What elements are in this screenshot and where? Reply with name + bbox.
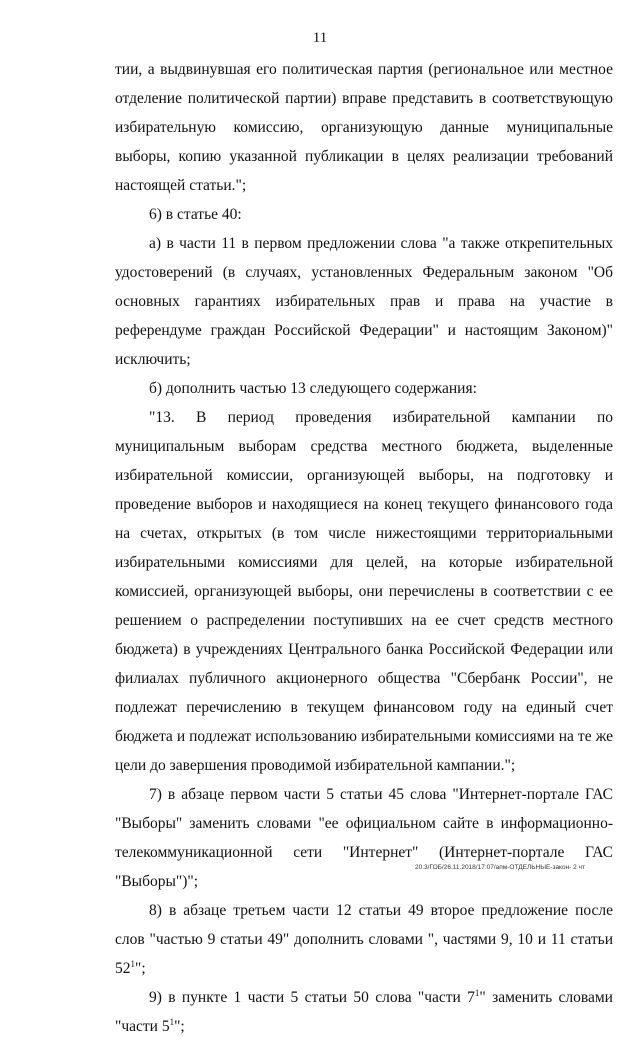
document-footer-code: 20.3/ГОБ/26.11.2018/17:07/апм-ОТДЕЛЬНЫЕ-закон- 2 чт bbox=[415, 864, 585, 871]
paragraph-item-6a: а) в части 11 в первом предложении слова "а также открепительных удостоверений (в случаях, установленных Федеральным законом "Об основных гарантиях избирательных прав и права на участие в референдуме граждан Российской Федерации" и настоящим Законом)" исключить; bbox=[115, 235, 613, 368]
item-8-superscript: 1 bbox=[130, 958, 135, 969]
paragraph-item-9 bbox=[115, 983, 613, 1041]
item-9-text-middle: " заменить словами "части 5 bbox=[115, 989, 613, 1035]
paragraph-continuation: тии, а выдвинувшая его политическая партия (региональное или местное отделение политической партии) вправе представить в соответствующую избирательную комиссию, организующую данные муниципальные выборы, копию указанной публикации в целях реализации требований настоящей статьи."; bbox=[115, 61, 613, 194]
item-9-superscript-b: 1 bbox=[169, 1016, 175, 1027]
paragraph-item-6: 6) в статье 40: bbox=[149, 206, 242, 223]
paragraph-item-8 bbox=[115, 896, 613, 983]
item-9-text: 9) в пункте 1 части 5 статьи 50 слова "части 7 bbox=[149, 989, 475, 1006]
paragraph-item-6b: б) дополнить частью 13 следующего содержания: bbox=[149, 380, 477, 397]
item-8-text-end: "; bbox=[135, 960, 146, 977]
item-8-text: 8) в абзаце третьем части 12 статьи 49 второе предложение после слов "частью 9 статьи 49" дополнить словами ", частями 9, 10 и 11 статьи 52 bbox=[115, 902, 613, 977]
item-9-text-end: "; bbox=[174, 1018, 185, 1035]
document-body bbox=[115, 55, 613, 1041]
paragraph-part-13: "13. В период проведения избирательной кампании по муниципальным выборам средства местного бюджета, выделенные избирательной комиссии, организующей выборы, на подготовку и проведение выборов и находящиеся на конец текущего финансового года на счетах, открытых (в том числе нижестоящими территориальными избирательными комиссиями для целей, на которые избирательной комиссией, организующей выборы, они перечислены в соответствии с ее решением о распределении поступивших на ее счет средств местного бюджета) в учреждениях Центрального банка Российской Федерации или филиалах публичного акционерного общества "Сбербанк России", не подлежат перечислению в текущем финансовом году на единый счет бюджета и подлежат использованию избирательными комиссиями на те же цели до завершения проводимой избирательной кампании."; bbox=[115, 409, 613, 774]
page-number: 11 bbox=[312, 30, 328, 46]
item-9-superscript-a: 1 bbox=[474, 987, 480, 998]
paragraph-item-7: 7) в абзаце первом части 5 статьи 45 слова "Интернет-портале ГАС "Выборы" заменить словами "ее официальном сайте в информационно-телекоммуникационной сети "Интернет" (Интернет-портале ГАС "Выборы")"; bbox=[115, 786, 613, 890]
